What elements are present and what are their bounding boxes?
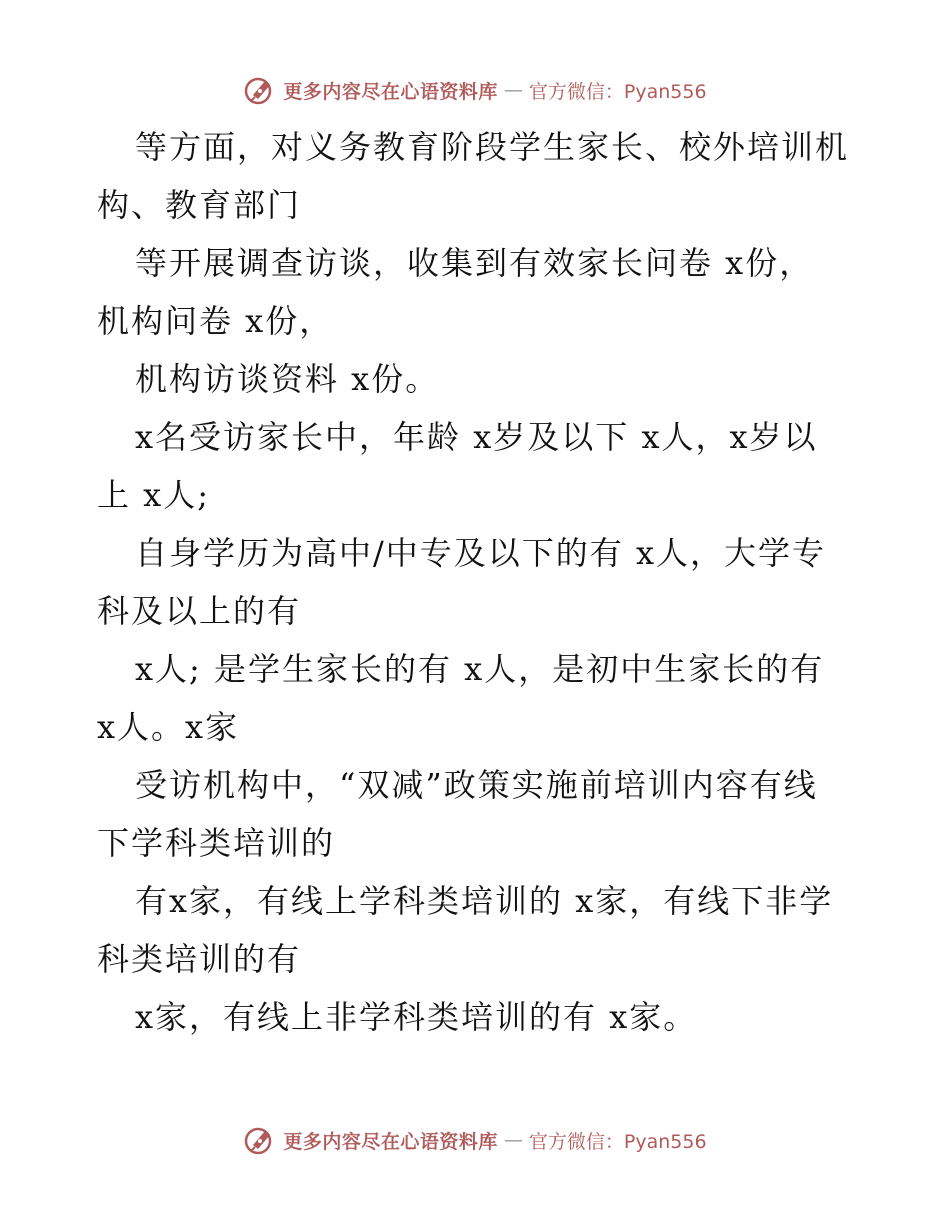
text-line: 自身学历为高中/中专及以下的有 x人，大学专 [135,534,827,572]
text-line: 机构问卷 x份， [97,302,334,340]
text-line: 受访机构中，“双减”政策实施前培训内容有线 [135,766,818,804]
text-line: x人; 是学生家长的有 x人，是初中生家长的有 [135,650,825,688]
pen-nib-logo-icon [243,73,277,107]
text-line: x名受访家长中，年龄 x岁及以下 x人，x岁以 [135,418,818,456]
watermark-text: 更多内容尽在心语资料库 [283,1130,498,1153]
watermark-dash: — [503,1129,523,1151]
document-body [97,118,867,1046]
text-line: 等方面，对义务教育阶段学生家长、校外培训机 [135,128,850,166]
text-line: x人。x家 [97,708,240,746]
watermark-dash: — [503,79,523,101]
watermark-text: 更多内容尽在心语资料库 [283,80,498,103]
text-line: 科及以上的有 [97,592,302,630]
header-watermark [0,70,950,110]
pen-nib-logo-icon [243,1123,277,1157]
text-line: 上 x人; [97,476,211,514]
watermark-contact: 官方微信：Pyan556 [528,1130,707,1153]
text-line: 有x家，有线上学科类培训的 x家，有线下非学 [135,882,834,920]
text-line: 机构访谈资料 x份。 [135,360,440,398]
text-line: 等开展调查访谈，收集到有效家长问卷 x份， [135,244,814,282]
text-line: 科类培训的有 [97,940,302,978]
text-line: 构、教育部门 [97,186,302,224]
text-line: 下学科类培训的 [97,824,336,862]
watermark-contact: 官方微信：Pyan556 [528,80,707,103]
text-line: x家，有线上非学科类培训的有 x家。 [135,998,698,1036]
footer-watermark [0,1120,950,1160]
